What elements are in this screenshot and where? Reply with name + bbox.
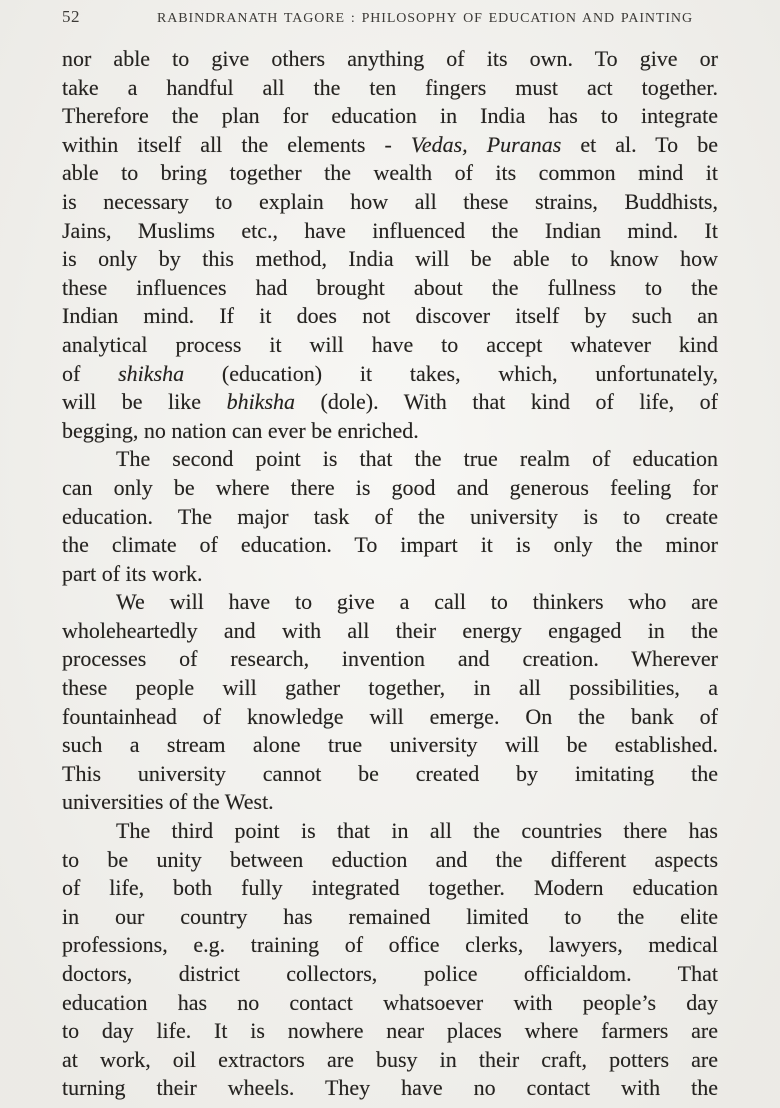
- text-segment: (education) it takes, which, unfortunately,: [184, 360, 719, 386]
- text-line: [62, 731, 718, 760]
- text-line: [62, 245, 718, 274]
- text-segment: education. The major task of the university is to create: [62, 503, 718, 529]
- text-segment: processes of research, invention and creation. Wherever: [62, 646, 718, 672]
- text-segment: such a stream alone true university will be established.: [62, 732, 718, 758]
- text-segment: The second point is that the true realm of education: [116, 446, 718, 472]
- text-segment: take a handful all the ten fingers must act together.: [62, 74, 718, 100]
- text-segment: wholeheartedly and with all their energy engaged in the: [62, 617, 718, 643]
- text-segment: This university cannot be created by imitating the: [62, 760, 718, 786]
- text-segment: (dole). With that kind of life, of: [295, 389, 719, 415]
- italic-text: Vedas, Puranas: [410, 131, 562, 157]
- text-segment: will be like: [62, 389, 227, 415]
- text-line: [62, 331, 718, 360]
- text-line: [62, 931, 718, 960]
- text-line: [62, 960, 718, 989]
- page-number: 52: [62, 7, 80, 26]
- text-line: [62, 102, 718, 131]
- text-line: [62, 388, 718, 417]
- text-segment: professions, e.g. training of office clerks, lawyers, medical: [62, 932, 718, 958]
- text-line: [62, 1074, 718, 1103]
- text-line: [62, 274, 718, 303]
- text-line: [62, 874, 718, 903]
- text-segment: the climate of education. To impart it is only the minor: [62, 532, 718, 558]
- text-line: [62, 788, 718, 817]
- text-line: [62, 645, 718, 674]
- text-segment: able to bring together the wealth of its common mind it: [62, 160, 718, 186]
- text-segment: education has no contact whatsoever with people’s day: [62, 989, 718, 1015]
- text-line: [62, 846, 718, 875]
- text-line: [62, 503, 718, 532]
- text-segment: universities of the West.: [62, 789, 274, 815]
- text-line: [62, 131, 718, 160]
- text-line: [62, 588, 718, 617]
- text-line: [62, 989, 718, 1018]
- running-title: RABINDRANATH TAGORE : PHILOSOPHY OF EDUCATION AND PAINTING: [157, 11, 693, 26]
- text-segment: is necessary to explain how all these strains, Buddhists,: [62, 188, 718, 214]
- page-header: [62, 7, 718, 27]
- text-segment: begging, no nation can ever be enriched.: [62, 417, 419, 443]
- text-segment: We will have to give a call to thinkers who are: [116, 589, 718, 615]
- text-line: [62, 417, 718, 446]
- text-segment: to be unity between eduction and the different aspects: [62, 846, 718, 872]
- text-line: [62, 74, 718, 103]
- text-segment: in our country has remained limited to the elite: [62, 903, 718, 929]
- italic-text: bhiksha: [226, 389, 296, 415]
- text-line: [62, 1017, 718, 1046]
- text-segment: within itself all the elements -: [62, 131, 411, 157]
- text-segment: these people will gather together, in all possibilities, a: [62, 675, 718, 701]
- text-line: [62, 474, 718, 503]
- text-segment: of: [62, 360, 119, 386]
- text-segment: can only be where there is good and generous feeling for: [62, 474, 718, 500]
- text-line: [62, 1046, 718, 1075]
- text-line: [62, 445, 718, 474]
- text-line: [62, 188, 718, 217]
- text-line: [62, 302, 718, 331]
- text-segment: analytical process it will have to accept whatever kind: [62, 331, 718, 357]
- text-line: [62, 703, 718, 732]
- text-line: [62, 617, 718, 646]
- text-line: [62, 45, 718, 74]
- text-segment: is only by this method, India will be able to know how: [62, 246, 718, 272]
- text-segment: fountainhead of knowledge will emerge. On the bank of: [62, 703, 718, 729]
- text-line: [62, 159, 718, 188]
- text-segment: Jains, Muslims etc., have influenced the Indian mind. It: [62, 217, 718, 243]
- text-line: [62, 531, 718, 560]
- text-line: [62, 760, 718, 789]
- text-segment: Therefore the plan for education in India has to integrate: [62, 103, 718, 129]
- text-segment: nor able to give others anything of its own. To give or: [62, 46, 718, 71]
- italic-text: shiksha: [118, 360, 185, 386]
- text-segment: turning their wheels. They have no contact with the: [62, 1075, 718, 1101]
- text-segment: Indian mind. If it does not discover itself by such an: [62, 303, 718, 329]
- text-segment: at work, oil extractors are busy in their craft, potters are: [62, 1046, 718, 1072]
- text-segment: doctors, district collectors, police officialdom. That: [62, 961, 718, 986]
- text-line: [62, 360, 718, 389]
- text-segment: The third point is that in all the countries there has: [116, 818, 718, 844]
- text-line: [62, 560, 718, 589]
- text-segment: these influences had brought about the fullness to the: [62, 274, 718, 300]
- text-segment: et al. To be: [561, 131, 718, 157]
- text-segment: of life, both fully integrated together. Modern education: [62, 875, 718, 901]
- text-segment: part of its work.: [62, 560, 203, 586]
- text-segment: to day life. It is nowhere near places where farmers are: [62, 1018, 718, 1044]
- text-line: [62, 217, 718, 246]
- text-line: [62, 674, 718, 703]
- page-body: [62, 45, 718, 1103]
- text-line: [62, 817, 718, 846]
- text-line: [62, 903, 718, 932]
